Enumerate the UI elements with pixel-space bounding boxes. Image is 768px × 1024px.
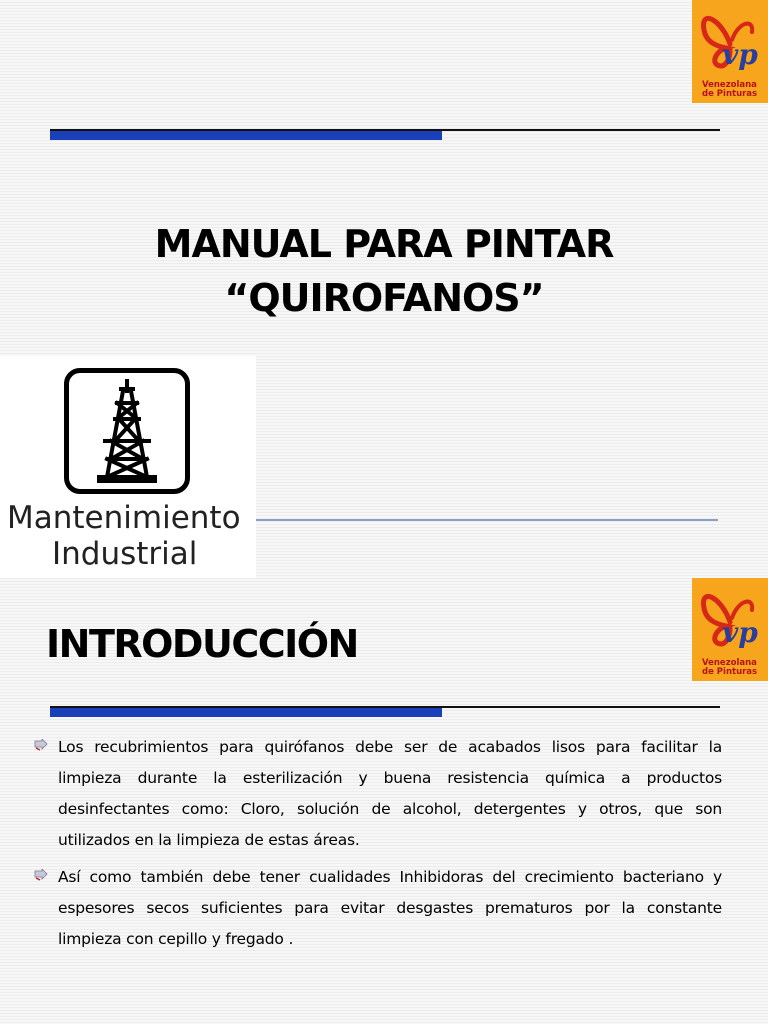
bullet-text: Así como también debe tener cualidades Inhibidoras del crecimiento bacteriano y espesores secos suficientes para evitar desgastes prematuros por la constante limpieza con cepillo y fregado . bbox=[58, 868, 722, 948]
bullet-list bbox=[34, 732, 722, 961]
butterfly-icon bbox=[692, 0, 768, 80]
logo-brand-line2: de Pinturas bbox=[702, 89, 758, 99]
vp-logo bbox=[692, 0, 768, 103]
vp-logo bbox=[692, 578, 768, 681]
svg-text:vp: vp bbox=[722, 616, 758, 649]
bullet-text: Los recubrimientos para quirófanos debe ser de acabados lisos para facilitar la limpieza durante la esterilización y buena resistencia química a productos desinfectantes como: Cloro, solución de alcohol, detergentes y otros, que son utilizados en la limpieza de estas áreas. bbox=[58, 738, 722, 849]
oil-rig-icon bbox=[64, 368, 190, 494]
svg-text:vp: vp bbox=[722, 38, 758, 71]
butterfly-icon bbox=[692, 578, 768, 658]
slide-title-line1: MANUAL PARA PINTAR bbox=[154, 222, 614, 266]
arrow-bullet-icon bbox=[34, 739, 48, 751]
badge-label-line1: Mantenimiento bbox=[7, 500, 241, 536]
logo-brand-line1: Venezolana bbox=[702, 80, 757, 90]
list-item bbox=[34, 862, 722, 955]
list-item bbox=[34, 732, 722, 856]
logo-brand-line2: de Pinturas bbox=[702, 667, 758, 677]
intro-slide bbox=[0, 578, 768, 1024]
logo-brand-line1: Venezolana bbox=[702, 658, 757, 668]
header-accent-bar bbox=[50, 131, 442, 140]
slide-title-line2: “QUIROFANOS” bbox=[224, 276, 544, 320]
badge-rule bbox=[256, 519, 718, 521]
arrow-bullet-icon bbox=[34, 869, 48, 881]
badge-label-line2: Industrial bbox=[52, 536, 198, 572]
maintenance-badge bbox=[0, 356, 256, 578]
section-heading: INTRODUCCIÓN bbox=[46, 622, 358, 666]
header-accent-bar bbox=[50, 708, 442, 717]
